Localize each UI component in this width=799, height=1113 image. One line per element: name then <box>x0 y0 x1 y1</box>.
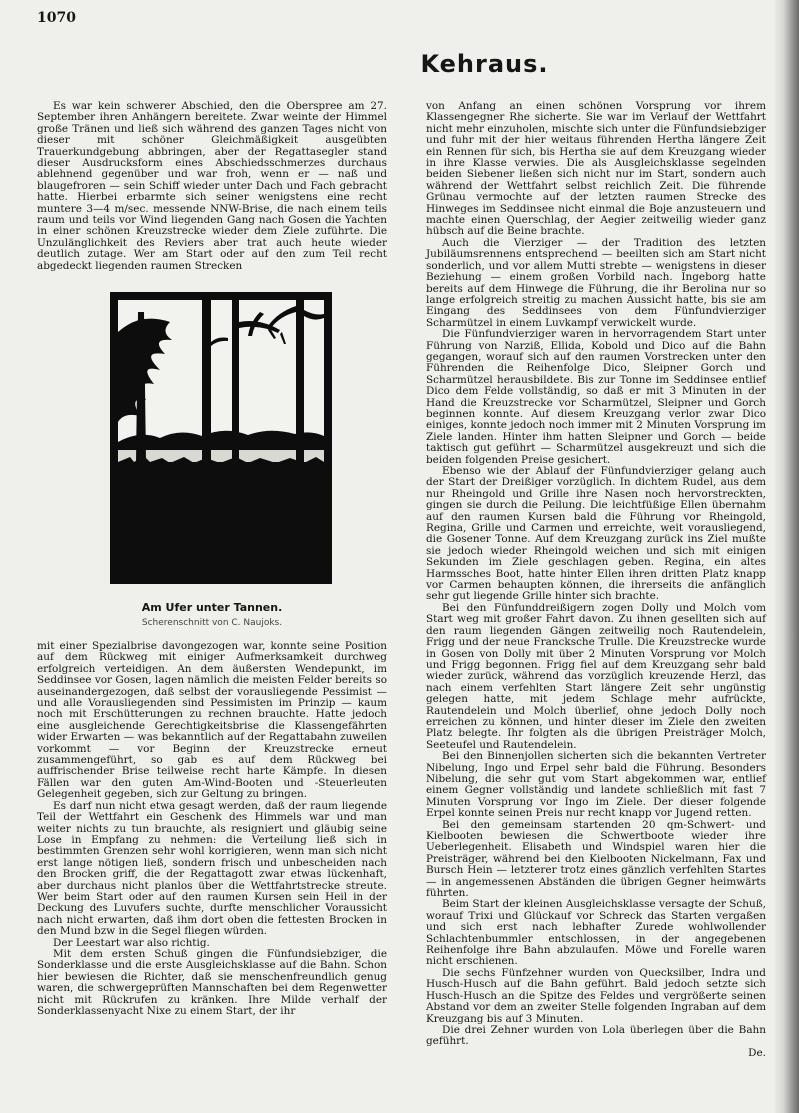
figure-credit: Scherenschnitt von C. Naujoks. <box>141 618 283 628</box>
author-signature: De. <box>748 1046 766 1059</box>
page-edge-shadow <box>773 0 799 1113</box>
paragraph: Es darf nun nicht etwa gesagt werden, daß der raum liegende Teil der Wettfahrt ein Geschenk des Himmels war und man weiter nichts zu tun brauchte, als resigniert und gläubig seine Lose in Empfang zu nehmen: die Verteilung ließ sich in bestimmten Grenzen sehr wohl korrigieren, wenn man sich nicht erst lange nötigen ließ, sondern frisch und unbescheiden nach den Brocken griff, die der Regattagott zwar etwas lückenhaft, aber durchaus nicht planlos über die Wettfahrtstrecke streute. Wer beim Start oder auf den raumen Kursen sein Heil in der Deckung des Luvufers suchte, durfte menschlicher Voraussicht nach nicht erwarten, daß ihm dort oben die fettesten Brocken in den Mund bzw in die Segel fliegen würden. <box>37 799 387 938</box>
article-title: Kehraus. <box>420 50 549 78</box>
paragraph: Bei den Fünfunddreißigern zogen Dolly und Molch vom Start weg mit großer Fahrt davon. Zu ihnen gesellten sich auf den raum liegenden Gängen zeitweilig noch Rautendelein, Frigg und der neue Francksche Trulle. Die Kreuzstrecke wurde in Gosen von Dolly mit über 2 Minuten Vorsprung vor Molch und Frigg begonnen. Frigg fiel auf dem Kreuzgang sehr bald wieder zurück, während das vorzüglich kreuzende Herzl, das nach einem verfehlten Start längere Zeit sehr ungünstig gelegen hatte, mit jedem Schlage mehr aufrückte, Rautendelein und Molch überlief, ohne jedoch Dolly noch erreichen zu können, und hinter dieser im Ziele den zweiten Platz belegte. Ihr folgten als die übrigen Preisträger Molch, Seeteufel und Rautendelein. <box>426 601 766 751</box>
paragraph: Ebenso wie der Ablauf der Fünfundvierziger gelang auch der Start der Dreißiger vorzüglich. In dichtem Rudel, aus dem nur Rheingold und Grille ihre Nasen noch hervorstreckten, gingen sie durch die Peilung. Die leichtfüßige Ellen übernahm auf den raumen Kursen bald die Führung vor Rheingold, Regina, Grille und Carmen und erreichte, weit vorausliegend, die Gosener Tonne. Auf dem Kreuzgang zurück ins Ziel mußte sie jedoch wieder Rheingold weichen und sich mit einigen Sekunden im Ziele geschlagen geben. Regina, ein altes Harmssches Boot, hatte hinter Ellen ihren dritten Platz knapp vor Carmen behaupten können, die ihrerseits die anfänglich sehr gut liegende Grille hinter sich brachte. <box>426 465 766 603</box>
paragraph: Die sechs Fünfzehner wurden von Quecksilber, Indra und Husch-Husch auf die Bahn geführt. Bald jedoch setzte sich Husch-Husch an die Spitze des Feldes und vergrößerte seinen Abstand vor dem an zweiter Stelle folgenden Ingraban auf dem Kreuzgang bis auf 3 Minuten. <box>426 966 766 1025</box>
tree-silhouette-image <box>110 292 332 584</box>
right-column <box>426 101 766 1059</box>
paragraph: von Anfang an einen schönen Vorsprung vor ihrem Klassengegner Rhe sicherte. Sie war im Verlauf der Wettfahrt nicht mehr einzuholen, mischte sich unter die Fünfundsiebziger und fuhr mit der hier weitaus führenden Hertha längere Zeit ein Rennen für sich, bis Hertha sie auf dem Kreuzgang wieder in ihre Klasse verwies. Die als Ausgleichsklasse segelnden beiden Siebener ließen sich nicht nur im Start, sondern auch während der Wettfahrt selbst reichlich Zeit. Die führende Grünau vermochte auf der letzten raumen Strecke des Hinweges im Seddinsee nicht einmal die Boje anzusteuern und machte einen Querschlag, der Aegier zeitweilig wieder ganz hübsch auf die Beine brachte. <box>426 100 766 238</box>
paragraph: Die Fünfundvierziger waren in hervorragendem Start unter Führung von Narziß, Ellida, Kobold und Dico auf die Bahn gegangen, worauf sich auf den raumen Vorstrecken unter den Führenden die Reihenfolge Dico, Sleipner Gorch und Scharmützel herausbildete. Bis zur Tonne im Seddinsee entlief Dico dem Felde vollständig, so daß er mit 3 Minuten in der Hand die Kreuzstrecke vor Scharmützel, Sleipner und Gorch beginnen konnte. Auf diesem Kreuzgang verlor zwar Dico einiges, konnte jedoch noch immer mit 2 Minuten Vorsprung im Ziele landen. Hinter ihm hatten Sleipner und Gorch — beide taktisch gut geführt — Scharmützel ausgekreuzt und sich die beiden folgenden Preise gesichert. <box>426 328 766 466</box>
paragraph: Auch die Vierziger — der Tradition des letzten Jubiläumsrennens entsprechend — beeilten sich am Start nicht sonderlich, und vor allem Mutti strebte — wenigstens in dieser Beziehung — einem großen Vorbild nach. Ingeborg hatte bereits auf dem Hinwege die Führung, die ihr Berolina nur so lange erfolgreich streitig zu machen Aussicht hatte, bis sie am Eingang des Seddinsees von dem Fünfundvierziger Scharmützel in einem Luvkampf verwickelt wurde. <box>426 236 766 329</box>
paragraph: Es war kein schwerer Abschied, den die Oberspree am 27. September ihren Anhängern bereitete. Zwar weinte der Himmel große Tränen und ließ sich während des ganzen Tages nicht von dieser mit schöner Gleichmäßigkeit ausgeübten Trauerkundgebung abbringen, aber der Regattasegler stand dieser Ausdrucksform eines Abschiedsschmerzes durchaus ablehnend gegenüber und war froh, wenn er — naß und blaugefroren — sein Schiff wieder unter Dach und Fach gebracht hatte. Hierbei erbarmte sich seiner wenigstens eine recht muntere 3—4 m/sec. messende NNW-Brise, die nach einem teils raum und teils vor Wind liegenden Gang nach Gosen die Yachten in einer schönen Kreuzstrecke wieder dem Ziele zuführte. Die Unzulänglichkeit des Reviers aber trat auch heute wieder deutlich zutage. Wer am Start oder auf den zum Teil recht abgedeckt liegenden raumen Strecken <box>37 100 387 272</box>
paragraph: Bei den gemeinsam startenden 20 qm-Schwert- und Kielbooten bewiesen die Schwertboote wieder ihre Ueberlegenheit. Elisabeth und Windspiel waren hier die Preisträger, während bei den Kielbooten Nickelmann, Fax und Bursch Hein — letzterer trotz eines gänzlich verfehlten Startes — in angemessenen Abständen die übrigen Gegner heimwärts führten. <box>426 818 766 900</box>
silhouette-illustration <box>110 292 332 584</box>
left-column-bottom <box>37 641 387 1017</box>
figure-caption: Am Ufer unter Tannen. <box>141 601 283 614</box>
paragraph: mit einer Spezialbrise davongezogen war, konnte seine Position auf dem Rückweg mit einiger Aufmerksamkeit durchweg erfolgreich verteidigen. An dem äußersten Wendepunkt, im Seddinsee vor Gosen, lagen nämlich die meisten Felder bereits so auseinandergezogen, daß selbst der vorausliegende Pessimist — und alle Vorausliegenden sind Pessimisten im Prinzip — kaum noch mit Erschütterungen zu rechnen brauchte. Hatte jedoch eine ausgleichende Gerechtigkeitsbrise die Klassengefährten wider Erwarten — was bekanntlich auf der Regattabahn zuweilen vorkommt — vor Beginn der Kreuzstrecke erneut zusammengeführt, so gab es auf dem Rückweg bei auffrischender Brise teilweise recht harte Kämpfe. In diesen Fällen war den guten Am-Wind-Booten und -Steuerleuten Gelegenheit gegeben, sich zur Geltung zu bringen. <box>37 640 387 801</box>
paragraph: Mit dem ersten Schuß gingen die Fünfundsiebziger, die Sonderklasse und die erste Ausgleichsklasse auf die Bahn. Schon hier bewiesen die Richter, daß sie menschenfreundlich genug waren, die schwergeprüften Mannschaften bei dem Regenwetter nicht mit Rückrufen zu kränken. Ihre Milde verhalf der Sonderklassenyacht Nixe zu einem Start, der ihr <box>37 947 387 1017</box>
paragraph: Bei den Binnenjollen sicherten sich die bekannten Vertreter Nibelung, Ingo und Erpel sehr bald die Führung. Besonders Nibelung, die sehr gut vom Start abgekommen war, entlief einem Gegner vollständig und landete schließlich mit fast 7 Minuten Vorsprung vor Ingo im Ziele. Der dieser folgende Erpel konnte seinen Preis nur recht knapp vor Jugend retten. <box>426 750 766 820</box>
left-column-top <box>37 101 387 272</box>
paragraph: Beim Start der kleinen Ausgleichsklasse versagte der Schuß, worauf Trixi und Glückauf vor Schreck das Starten vergaßen und sich erst nach lebhafter Zurede wohlwollender Schlachtenbummler entschlossen, in der angegebenen Reihenfolge ihre Bahn abzulaufen. Möwe und Forelle waren nicht erschienen. <box>426 898 766 968</box>
paragraph: Die drei Zehner wurden von Lola überlegen über die Bahn geführt. <box>426 1023 766 1048</box>
page-number: 1070 <box>37 10 76 26</box>
paragraph: Der Leestart war also richtig. <box>53 936 210 949</box>
